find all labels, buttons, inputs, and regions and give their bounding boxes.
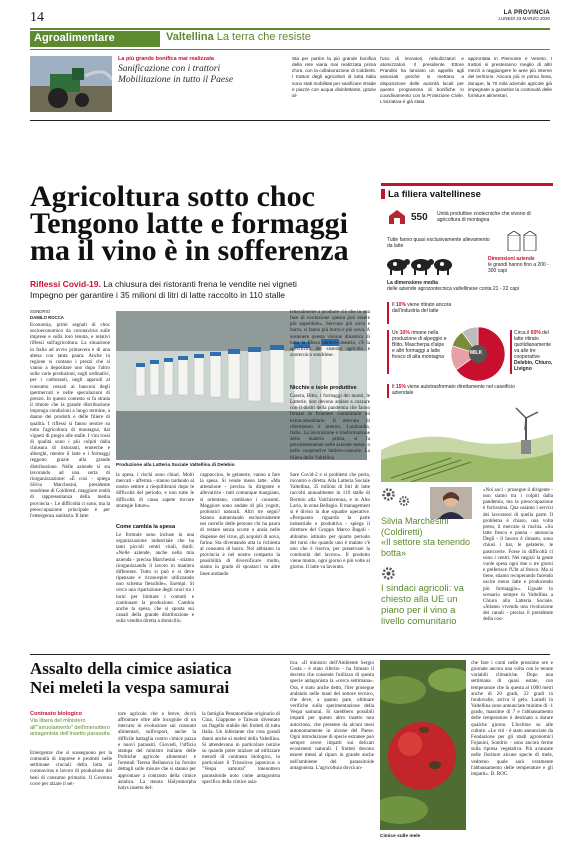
top-story-subtitle-line1: Sanificazione con i trattori (118, 64, 221, 74)
interview-name: Silvia Marchesini (Coldiretti) (381, 516, 449, 537)
stat7-pct: 65% (530, 330, 541, 336)
second-col1: Emergenze che si susseguono per la comunità di imprese e prodotti nelle settimane cruciali della lotta al coronavirus e lavoro di produzione dei beni di consumo primario. Il Governo corre per alzare il set- (30, 750, 112, 787)
byline: DAMILO ROCCA (30, 315, 64, 320)
stat8-pct: 15% (395, 384, 406, 390)
stat3-text: le grandi hanno fino a 200 - 300 capi (488, 262, 549, 274)
apple-photo (380, 660, 466, 830)
stat6: Un 10% rimane nella produzione di alpeggio e Bitto, Mascherpa d'alpe e altri formaggi a latte fresco di alta montagna (392, 330, 447, 360)
main-subhead (30, 279, 370, 300)
main-col2b: Le formule sono incluse in una organizzazione industriale che ha tanti piccoli centri vitali, dutili. «Nelle aziende, anche nella mia azienda - precisa Marchesini - stiamo riorganizzando il lavoro in maniera differente. Tutto si può e si deve ripensare e riconcepire utilizzando uno schema flessibile». Esempi. Si cerca una ripartizione degli orari tra i turni per limitare i contatti e continuare la produzione. Cambia anche la spesa, che si sposta sui canali della grande distribuzione e sulla vendita diretta a domicilio. (116, 532, 194, 625)
main-headline (30, 180, 370, 267)
interview-col-right: «Noi soci - prosegue il dirigente - non siamo tra i colpiti dalla pandemia, ma la preoccupazione è fortissima. Qua usiamo i servizi dei lavoratori di quella parte. Il problema è chiaro, una volta preso, il mercato si rischia. «Su latte fresco e panna - annuncia Degli - il lavoro è rimasto, sono chiusi i bar, le gelaterie, le pasticcerie. Forse in difficoltà ci sono i centri. Nei negozi la gente vuole spesa ogni due o tre giorni e preferisce l'Uht al fresco. Ma si tiene, stiamo recuperando facendo uscire meno latte e producendo più formaggio». Uguale lo scenario sempre in Valtellina a Chiuro alla Latteria Sociale. «Stiamo vivendo una rivoluzione dei canali - precisa il presidente della coo- (483, 487, 553, 623)
top-story-col3: approntata in Piemonte e Veneto. I trattori si presteranno meglio di altri mezzi a raggiungere le aree più interne del territorio. Ancora più in prima linea, dunque, la 70 mila aziende agricole già impegnate a garantire la continuità delle forniture alimentari. (468, 56, 552, 98)
second-subhead: Via libera del ministero all'"arruolamento" dell'imenottero antagonista dell'insetto parassita (30, 718, 110, 737)
dateline: SONDRIO (30, 309, 51, 314)
stat6-pct: 10% (399, 330, 410, 336)
top-story-kicker: La più grande bonifica mai realizzata (118, 56, 214, 62)
headline-line3: ma il vino è in sofferenza (30, 234, 349, 267)
section-title (166, 31, 311, 43)
interview-subject (381, 516, 481, 558)
main-photo-caption: Produzione alla Latteria Sociale Valtellina di Delebio (116, 463, 235, 468)
stat6-marker (387, 330, 389, 374)
subhead-line2: Impegno per garantire i 35 milioni di litri di latte raccolto in 110 stalle (30, 289, 285, 300)
stat8: Il 15% viene autotrasformato direttamente nel caseificio aziendale (392, 384, 515, 396)
section-title-bold: Valtellina (166, 31, 214, 43)
sindaci-headline: I sindaci agricoli: va chiesto alla UE un piano per il vino a livello comunitario (381, 583, 464, 627)
main-col4: letteralmente a produrre ciò che in una fase di evoluzione questa può essere più appetibile». Servono più uova e burro, si fanno più burro e più uova. A sostenere questa visione dinamica di tutta la filiera lattiero-casearia, c'è la specificità del sistema agricolo e zootecnico sondriese. (290, 309, 370, 359)
cows-icon (385, 254, 455, 276)
second-col3: la famiglia Pentatomidae originario di Cina, Giappone e Taiwan diventato un flagello stabile dei frutteti di tutta Italia. Un infestante che crea grandi danni anche ai meleti della Valtellina. Si attendevano in particolare notizie su quando poter iniziare ad utilizzare metodi di contrasto biologico, in particolare il Trissolcus japonicus o "Vespa samurai" imenottero parassitoide noto come antagonista specifico della cimice asia- (202, 711, 280, 785)
stat8-text: viene autotrasformato direttamente nel caseificio aziendale (392, 384, 515, 396)
headline-line1: Agricoltura sotto choc (30, 180, 315, 213)
stat7-text: del latte ritirato quotidianamente va alle tre cooperative (514, 330, 551, 360)
stat5: Il 10% viene ritirato ancora dall'industria del latte (392, 302, 452, 314)
farm-landscape-illustration (381, 400, 553, 482)
headline-line2: Tengono latte e formaggi (30, 207, 349, 240)
top-story-subtitle-line2: Mobilitazione in tutto il Paese (118, 75, 234, 85)
stat1-text: Unità produttive zootecniche che vivono di agricoltura di montagna (437, 211, 531, 223)
interview-quote: «Il settore sta tenendo botta» (381, 537, 471, 558)
subhead-tag: Riflessi Covid-19. (30, 279, 101, 289)
second-col5: che fare i conti nelle prossime ore e giornate ancora una volta con le tenute variabili climatiche. Dopo una settimana di quasi estate, con temperature che in questa al 1000 metri anche di 20 gradi, 22 gradi in fondovalle, arriva il gelo. Lunedì in Valtellina sono annunciate minime di -1 grado, massime di 7 e l'abbassamento delle temperature è destinato a durare qualche giorno. L'inchino su alle culture. «Le viti - è stato annunciato da Fondazione per gli studi agronomici Fojanini, Sondrio - sono ancora ferme sulla ripresa vegetativa. Più avanzate nelle fioriture alcune specie di mele, vedremo quale sarà veramente l'abbassamento delle temperature e gli impatti». D. ROC. (471, 660, 553, 777)
apple-photo-caption: Cimice sulle mele (380, 834, 421, 839)
stat4-head: La dimensione media (387, 280, 438, 286)
divider (30, 120, 550, 121)
stat1-number: 550 (411, 212, 428, 223)
second-headline-line2: Nei meleti la vespa samurai (30, 677, 230, 697)
second-col2: tore agricolo che a breve, dovrà affrontare oltre alle incognite di un mercato in evoluzione sui consumi alimentari, sull'export, anche la difficile battaglia contro cimice pazza e nuovi parassiti. Giovedì, l'ufficio stampa del ministro italiano delle Politiche agricole alimentari e forestali Teresa Bellanova ha fornito dettagli sulle misure che si stanno per approntare a contrasto della cimice asiatica. La tenuta Halyomorpha halys insetto del- (118, 711, 196, 791)
stat6-text: rimane nella produzione di alpeggio e Bitto, Mascherpa d'alpe e altri formaggi a latte fresco di alta montagna (392, 330, 447, 360)
section-title-rest: La terra che resiste (213, 31, 311, 43)
top-story-subtitle (118, 64, 288, 86)
main-col2: la spesa, i rischi sono chiari. Molti mercati - afferma - stanno tardando al nostro settore a riequilibrarsi dopo le difficoltà del periodo, e non tutte le difficoltà di cassa sapete trovare strategie future». (116, 472, 194, 509)
main-col3: cappuccino, le gelaterie, vanno a fare la spesa. Si vende meno latte. «Ma attenzione - precisa la dirigente e allevatrice - tutti comunque mangiano, si orientano, cambiano i consumi. Maggiore sono andate di più yogurt, probiotici naturali. Altri tre segni? Stanno aumentando esclusivamente nei carrello delle persone chi ha paura di restare senza scorte o ansia nelle dispense dei virus, gli acquisti di uova, farina. Sta diventando alta la richiesta al consumo di burro. Noi abbiamo in provincia e nel nostro comparto la possibilità di diversificare molto, siamo in grado di spostarci su altre linee andando (200, 472, 280, 577)
main-col5: Sare Covid-2 e si problemi che porta, incontro e diretta. Alla Latteria Sociale Valtellina, 35 milioni di litri di latte raccolti annualmente in 110 stalle di Bormio alla Valchiavenna, e in Alto Lario, in zona Bellagio. Il management si è diviso in due squadre operative. «Perquanto riguarda la parte industriale e produttiva - spiega il direttore del Gruppo Marco Bagoli - abbiamo istituito per quarto periodo dei turni che quando uno è malato c'è uno che è riserva, per preservare la continuità del lavoro». Il prodotto viene munto, ogni giorno e più volte al giorno. Il latte va lavorato. (290, 472, 370, 571)
second-kicker: Contrasto biologico (30, 711, 82, 717)
issue-date: LUNEDÌ 23 MARZO 2020 (498, 16, 550, 21)
main-col4-head: Nicchie e isole produttive (290, 385, 357, 391)
newspaper-name: LA PROVINCIA (503, 10, 550, 16)
page-number: 14 (30, 10, 44, 25)
masthead (498, 10, 550, 21)
stat8-marker (387, 384, 389, 398)
stat2-text: Tutte fanno quasi esclusivamente allevamento da latte (387, 237, 490, 249)
stat5-text: viene ritirato ancora dall'industria del latte (392, 302, 452, 314)
info-title: La filiera valtellinese (388, 189, 481, 200)
gear-icon-small (398, 492, 410, 504)
info-title-marker (381, 189, 385, 199)
main-col4b: Casera, Bitto, i formaggi dei monti, le Latterie, non devono andare a cozzare con il diritti della pandemia che fanno frenare le frontiere comunitarie ed extracomunitarie. Il mercato di riferimento è interno, Lombardia, Italia. La lavorazione e trasformazione della materia prima, si fa prevalentemente nelle aziende stesse, o nelle cooperative lattiero-casearie. La filiera della Valtellina (290, 393, 370, 459)
stat4-text: delle aziende agrozootecnica valtellinese conta 21 - 22 capi (387, 286, 520, 292)
top-story-col1: Sta per partire la più grande bonifica della rete viaria mai realizzata prima d'ora, con la collaborazione di Coldiretti. I trattori degli agricoltori di tutta Italia sono stati mobilitati per sanificare strade e piazze con acqua disinfettante, grazie al- (292, 56, 376, 98)
portrait-photo (430, 487, 472, 519)
barn-icon (387, 209, 407, 225)
second-headline-line1: Assalto della cimice asiatica (30, 659, 232, 678)
main-col2-head: Come cambia la spesa (116, 524, 176, 530)
stat5-pct: 10% (395, 302, 406, 308)
gear-icon (381, 487, 396, 502)
gear-icon-2 (381, 566, 396, 581)
stat7: Circa il 65% del latte ritirato quotidianamente va alle tre cooperative Delebio, Chiuro, Livigno (514, 330, 553, 372)
second-col4: tica. «Il ministro dell'Ambiente Sergio Costa - è stato riferito - ha firmato il decreto che consente l'utilizzo di questa specie antagonista la «cerca settimana». Ora, è stato anche detto, l'iter prosegue andando nelle mani del settore tecnico, che deve, a quanto pare, ultimare verifiche sulla sperimentazione della Vespa samurai. Si sarebbero possibili impatti per questo altro insetto non autoctono, che presente da alcuni mesi autonomamente in alcune del Paese. Ogni introduzione di specie estranee può sempre avere impatti sui delicati ecosistemi naturali. I frutteti devono essere messi al riparo in grande anche nell'ambiente del parassitoide antagonista. L'agricoltura dovrà an- (290, 660, 374, 771)
stat3-head: Dimensioni aziende (488, 256, 535, 262)
stat5-marker (387, 302, 389, 324)
milk-carton-icon (506, 231, 546, 251)
section-tag: Agroalimentare (30, 31, 160, 47)
milk-label: MILK (470, 350, 483, 356)
top-story-col2: l'uso di irroratori, nebulizzatori e atomizzatori. Il presidente Ettore Prandini ha lanciato un appello agli associati perché si mettano a disposizione delle autorità locali per questo programma di bonifiche in coordinamento con la Protezione Civile. L'iniziativa è già stata (380, 56, 464, 105)
divider-2 (30, 654, 550, 655)
tractor-photo (30, 56, 112, 112)
stat7-marker (510, 330, 512, 374)
top-rule (30, 28, 550, 30)
stat7-names: Delebio, Chiuro, Livigno (514, 360, 553, 372)
subhead-rest: La chiusura dei ristoranti frena le vendite nei vigneti (100, 279, 297, 289)
main-col1: Economia, primi segnali di choc socioeconomico da coronavirus sulle imprese e sulla loro tenuta, e relativi riflessi sull'agricoltura. La situazione in Italia ad avvio primavera è di una attesa con tanta paura. Anche in regione si contano i prezzi che si vanno a depositare uno dopo l'altro sulle varie produzioni, sugli ordinativi, per i carburanti, negli approdi al consumo cessati ai banconi degli ipermercati e nelle speculazioni di prezzo. In questo contesto si fa strada il timore che la grande distribuzione imponga condizioni a lungo termine, a danno dei prodotti e delle filiere di qualità. I riflessi si fanno sentire su tutta l'agricoltura di montagna, dai vigneti di pregio alle stalle. I vini rossi di qualità sono i più colpiti dalla chiusura di ristoranti, enoteche e alberghi, mentre il latte e i formaggi reggono grazie alla grande distribuzione. Nelle aziende si sta lavorando ad una sorta di riorganizzazione: «È così - spiega Silvia Marchesini, presidente sondriese di Coldiretti, maggiore realtà di rappresentanza della media provincia -. Le difficoltà ci sono, ma la preoccupazione principale è per l'emergenza sanitaria. Il latte (30, 322, 110, 519)
section-rule (30, 49, 550, 50)
